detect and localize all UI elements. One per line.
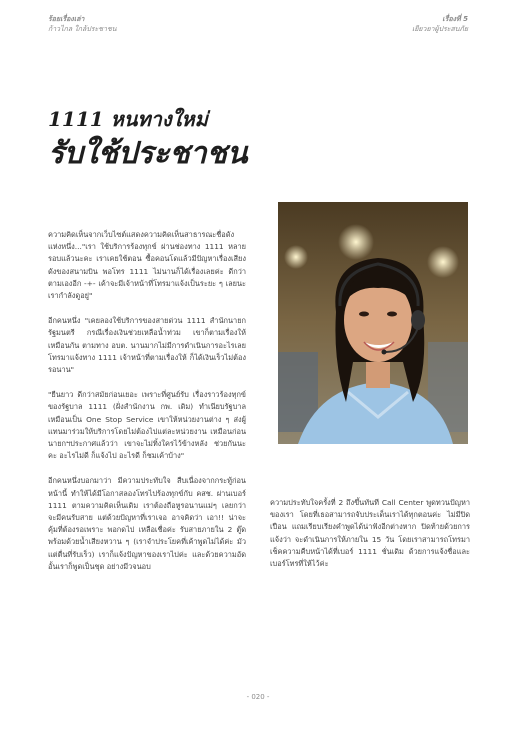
- article-title-line-2: รับใช้ประชาชน: [48, 136, 248, 171]
- chapter-title: เยียวยาผู้ประสบภัย: [411, 25, 468, 33]
- header-right: [412, 14, 468, 34]
- article-paragraph: อีกคนหนึ่ง "เคยลองใช้บริการของสายด่วน 1111 สำนักนายกรัฐมนตรี กรณีเรื่องเงินช่วยเหลือน้ำท่วม เขาก็ตามเรื่องให้เหมือนกัน ตามทาง อบต. นานมากไม่มีการดำเนินการอะไรเลย โทรมาแจ้งทาง 1111 เจ้าหน้าที่ตามเรื่องให้ ก็ได้เงินเร็วไม่ต้องรอนาน": [48, 316, 246, 375]
- article-paragraph: "ยืนยาว ดีกว่าสมัยก่อนเยอะ เพราะที่ศูนย์รับ เรื่องราวร้องทุกข์ของรัฐบาล 1111 (ฝั่งสำนักงาน กพ. เดิม) ทำเนียบรัฐบาลเหมือนเป็น One Stop Service เขาให้หน่วยงานต่าง ๆ ส่งผู้แทนมาร่วมให้บริการโดยไม่ต้องไปแต่ละหน่วยงาน เหมือนก่อนนายกฯประกาศแล้วว่า เขาจะไม่ทิ้งใครไว้ข้างหลัง ช่วยกันนะคะ อะไรไม่ดี ก็แจ้งไป อะไรดี ก็ชมเค้าบ้าง": [48, 390, 246, 461]
- book-title: ร้อยเรื่องเล่า: [48, 15, 85, 23]
- article-paragraph: ความประทับใจครั้งที่ 2 ถึงขึ้นทันที Call Center พูดทวนปัญหาของเรา โดยที่เธอสามารถจับประเด็นเราได้ทุกตอนค่ะ ไม่มีปิดเปือน แถมเรียบเรียงคำพูดได้น่าฟังอีกต่างหาก ปิดท้ายด้วยการแจ้งว่า จะดำเนินการให้ภายใน 15 วัน โดยเราสามารถโทรมาเช็คความคืบหน้าได้ที่เบอร์ 1111 ชั่นเดิม ด้วยการแจ้งชื่อและเบอร์โทรที่ให้ไว้ค่ะ: [270, 498, 470, 569]
- book-subtitle: ก้าวไกล ใกล้ประชาชน: [48, 25, 117, 33]
- chapter-number: เรื่องที่ 5: [442, 15, 468, 23]
- article-paragraph: ความคิดเห็นจากเว็บไซต์แสดงความคิดเห็นสาธารณะชื่อดังแห่งหนึ่ง..."เรา ใช้บริการร้องทุกข์ ผ่านช่องทาง 1111 หลายรอบแล้วนะคะ เราเคยใช้ตอน ซื้อคอนโดแล้วมีปัญหาเรื่องเสียงดังของสนามบิน พอโทร 1111 ไม่นานก็ได้เรื่องเลยค่ะ ดีกว่าตามเองอีก -+- เค้าจะมีเจ้าหน้าที่โทรมาแจ้งเป็นระยะ ๆ เลยนะ เรากำลังดูอยู่": [48, 230, 246, 301]
- article-title: [48, 106, 248, 176]
- header-left: [48, 14, 117, 34]
- photo-illustration: [278, 202, 468, 444]
- article-left-column: [48, 229, 246, 586]
- article-title-line-1: 1111 หนทางใหม่: [48, 107, 208, 131]
- page-number: - 020 -: [246, 693, 270, 701]
- article-paragraph: อีกคนหนึ่งบอกมาว่า มีความประทับใจ สืบเนื่องจากกระทู้ก่อนหน้านี้ ทำให้ได้มีโอกาสลองโทรไปร้องทุกข์กับ คสช. ผ่านเบอร์ 1111 ตามความคิดเห็นเดิม เราต้องถือหูรอนานแม่ๆ เลยกว่าจะมีคนรับสาย แต่ด้วยปัญหาที่เราเจอ อาจคิดว่า เอา!! น่าจะคุ้มที่ต้องรอเพราะ พอกดไป เหลือเชื่อค่ะ รับสายภายใน 2 ตู๊ด พร้อมด้วยน้ำเสียงหวาน ๆ (เราจำประโยคที่เค้าพูดไม่ได้ค่ะ มัวแต่ตื่นที่รับเร็ว) เราก็แจ้งปัญหาของเราไปค่ะ และด้วยความอัดอั้นเราก็พูดเป็นชุด อย่างมีวจนอบ: [48, 476, 246, 571]
- call-center-woman-photo: [278, 202, 468, 444]
- article-right-column: [270, 497, 470, 583]
